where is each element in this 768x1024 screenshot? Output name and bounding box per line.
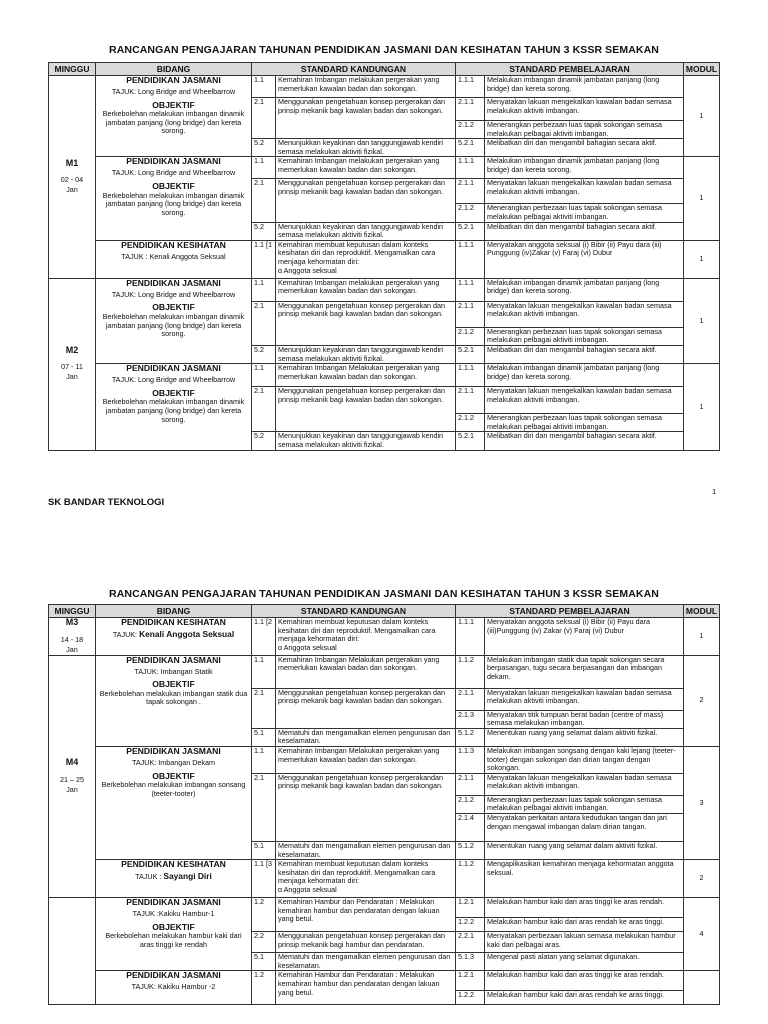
table-row	[49, 240, 720, 278]
sp-number: 1.2.2	[456, 991, 485, 1005]
sp-text: Melakukan hambur kaki dari aras tinggi ke aras rendah.	[485, 898, 684, 918]
sk-text	[276, 139, 456, 157]
sp-number: 1.1.1	[456, 364, 485, 387]
sk-text	[276, 432, 456, 450]
table-row	[49, 971, 720, 991]
tajuk-label: TAJUK: Imbangan Dekam	[132, 757, 215, 767]
week-month: Jan	[66, 185, 78, 195]
sk-description: Kemahiran Imbangan melakukan pergerakan yang memerlukan kawalan badan dan sokongan.	[278, 75, 440, 93]
sk-text	[276, 773, 456, 841]
sp-number: 1.2.1	[456, 971, 485, 991]
sk-description: Menggunakan pengetahuan konsep pergerakandan prinsip mekanik bagi kawalan badan dan sokongan.	[278, 773, 444, 791]
table-row	[49, 364, 720, 387]
week-cell	[49, 898, 96, 1005]
sk-number: 5.1	[252, 841, 276, 859]
bidang-heading: PENDIDIKAN JASMANI	[126, 278, 221, 288]
sk-description: Mematuhi dan mengamalkan elemen pengurusan dan keselamatan.	[278, 952, 451, 970]
sp-text: Menyatakan perbezaan lakuan semasa melakukan hambur kaki dari pelbagai aras.	[485, 932, 684, 953]
header-bidang: BIDANG	[96, 605, 252, 618]
sp-text: Melibatkan diri dan mengambil bahagian secara aktif.	[485, 345, 684, 363]
sp-text: Melakukan imbangan dinamik jambatan panjang (long bridge) dan kereta sorong.	[485, 76, 684, 98]
sk-description: Kemahiran membuat keputusan dalam konteks kesihatan diri dan reproduktif. Mengamalkan cara menjaga kehormatan diri:	[278, 240, 436, 266]
sp-text: Menerangkan perbezaan luas tapak sokongan semasa melakukan pelbagai aktiviti imbangan.	[485, 327, 684, 345]
sk-bullet-item: ɑ Anggota seksual	[278, 642, 337, 652]
sk-text	[276, 364, 456, 387]
sk-number: 5.2	[252, 432, 276, 450]
week-cell	[49, 655, 96, 898]
sk-number: 1.2	[252, 971, 276, 1005]
sp-text: Menyatakan lakuan mengekalkan kawalan badan semasa melakukan aktiviti imbangan.	[485, 773, 684, 795]
modul-cell: 3	[684, 746, 720, 859]
sp-number: 2.1.3	[456, 710, 485, 728]
sk-text	[276, 618, 456, 656]
bidang-heading: PENDIDIKAN KESIHATAN	[121, 617, 226, 627]
modul-cell: 1	[684, 240, 720, 278]
sp-text: Menerangkan perbezaan luas tapak sokongan semasa melakukan pelbagai aktiviti imbangan.	[485, 795, 684, 813]
sk-number: 1.1 [1	[252, 240, 276, 278]
table-row	[49, 157, 720, 179]
sk-description: Kemahiran membuat keputusan dalam konteks kesihatan diri dan reproduktif. Mengamalkan cara menjaga kehormatan diri:	[278, 859, 436, 886]
sp-number: 1.1.1	[456, 618, 485, 656]
tajuk-label	[98, 630, 249, 640]
sk-text	[276, 98, 456, 139]
sk-text	[276, 898, 456, 932]
sk-description: Menunjukkan keyakinan dan tanggungjawab kendiri semasa melakukan aktiviti fizikal.	[278, 222, 444, 240]
modul-cell: 1	[684, 278, 720, 363]
bidang-heading: PENDIDIKAN JASMANI	[126, 156, 221, 167]
sp-text: Menentukan ruang yang selamat dalam aktiviti fizikal.	[485, 728, 684, 746]
tajuk-label: TAJUK: Kakiku Hambur -2	[131, 982, 216, 992]
sp-text: Menyatakan anggota seksual (i) Bibir (ii) Payu dara (iii)Punggung (iv) Zakar (v) Faraj (vi) Dubur	[485, 618, 684, 656]
sp-text: Menyatakan lakuan mengekalkan kawalan badan semasa melakukan aktiviti imbangan.	[485, 179, 684, 204]
modul-cell: 1	[684, 76, 720, 157]
week-dates	[51, 635, 93, 655]
modul-cell: 1	[684, 364, 720, 450]
sk-number: 2.1	[252, 98, 276, 139]
page-title: RANCANGAN PENGAJARAN TAHUNAN PENDIDIKAN JASMANI DAN KESIHATAN TAHUN 3 KSSR SEMAKAN	[109, 44, 659, 56]
footer-page-number: 1	[712, 487, 717, 496]
objektif-text: Berkebolehan melakukan imbangan dinamik jambatan panjang (long bridge) dan kereta sorong.	[102, 311, 245, 339]
week-month: Jan	[66, 372, 78, 382]
sp-number: 5.1.2	[456, 728, 485, 746]
tajuk-label: TAJUK: Long Bridge and Wheelbarrow	[111, 289, 236, 299]
sp-text: Melibatkan diri dan mengambil bahagian secara aktif.	[485, 139, 684, 157]
table-row	[49, 898, 720, 918]
objektif-text: Berkebolehan melakukan hambur kaki dari aras tinggi ke rendah	[105, 931, 242, 949]
bidang-heading: PENDIDIKAN JASMANI	[126, 655, 221, 665]
modul-cell: 4	[684, 898, 720, 971]
sp-text: Melakukan imbangan statik dua tapak sokongan secara berpasangan, tugu secara berpasangan dan imbangan dekam.	[485, 655, 684, 688]
page-title: RANCANGAN PENGAJARAN TAHUNAN PENDIDIKAN JASMANI DAN KESIHATAN TAHUN 3 KSSR SEMAKAN	[109, 588, 659, 600]
sk-description: Menggunakan pengetahuan konsep pergerakan dan prinsip mekanik bagi kawalan badan dan sokongan.	[278, 97, 446, 115]
bidang-cell	[96, 240, 252, 278]
bidang-cell	[96, 898, 252, 971]
bidang-cell	[96, 746, 252, 859]
table-row	[49, 618, 720, 656]
sp-text: Menerangkan perbezaan luas tapak sokongan semasa melakukan pelbagai aktiviti imbangan.	[485, 121, 684, 139]
modul-cell: 1	[684, 618, 720, 656]
week-month: Jan	[66, 644, 78, 654]
tajuk-name: Sayangi Diri	[163, 871, 212, 882]
sk-text	[276, 301, 456, 345]
bidang-heading: PENDIDIKAN JASMANI	[126, 970, 221, 981]
week-cell	[49, 76, 96, 279]
header-modul: MODUL	[684, 605, 720, 618]
tajuk-label	[98, 872, 249, 882]
sk-description: Menggunakan pengetahuan konsep pergerakan dan prinsip mekanik bagi hambur dan pendaratan.	[278, 931, 446, 949]
objektif-heading: OBJEKTIF	[152, 679, 195, 690]
sk-description: Kemahiran Imbangan melakukan pergerakan yang memerlukan kawalan badan dan sokongan.	[278, 278, 440, 296]
bidang-heading: PENDIDIKAN KESIHATAN	[121, 859, 226, 870]
sk-text	[276, 278, 456, 301]
sp-text: Melibatkan diri dan mengambil bahagian secara aktif.	[485, 222, 684, 240]
sk-number: 5.1	[252, 728, 276, 746]
sp-text: Melakukan hambur kaki dari aras rendah ke aras tinggi.	[485, 991, 684, 1005]
sk-number: 5.2	[252, 139, 276, 157]
header-bidang: BIDANG	[96, 63, 252, 76]
sk-description: Mematuhi dan mengamalkan elemen pengurusan dan keselamatan.	[278, 841, 451, 859]
sp-number: 2.1.1	[456, 301, 485, 327]
table-row	[49, 655, 720, 688]
sk-description: Menunjukkan keyakinan dan tanggungjawab kendiri semasa melakukan aktiviti fizikal.	[278, 138, 444, 156]
sp-number: 2.1.2	[456, 795, 485, 813]
bidang-heading: PENDIDIKAN JASMANI	[126, 746, 221, 756]
week-code: M1	[65, 157, 79, 168]
week-day-range: 14 - 18	[60, 634, 84, 644]
sp-number: 1.1.3	[456, 746, 485, 773]
sk-number: 1.1 [3	[252, 860, 276, 898]
sp-number: 5.2.1	[456, 139, 485, 157]
week-month: Jan	[66, 784, 78, 794]
week-cell	[49, 278, 96, 450]
sk-text	[276, 157, 456, 179]
modul-cell	[684, 971, 720, 1005]
sp-number: 2.1.1	[456, 773, 485, 795]
sk-number: 2.1	[252, 387, 276, 432]
header-standard-pembelajaran: STANDARD PEMBELAJARAN	[456, 63, 684, 76]
bidang-heading: PENDIDIKAN JASMANI	[126, 363, 221, 374]
bidang-cell	[96, 76, 252, 157]
bidang-cell	[96, 364, 252, 450]
sk-description: Kemahiran Hambur dan Pendaratan : Melakukan kemahiran hambur dan pendaratan dengan lakuan yang betul.	[278, 897, 440, 924]
objektif-text: Berkebolehan melakukan imbangan dinamik jambatan panjang (long bridge) dan kereta sorong.	[102, 190, 245, 217]
tajuk-label: TAJUK: Imbangan Statik	[134, 666, 213, 676]
sp-text: Menerangkan perbezaan luas tapak sokongan semasa melakukan pelbagai aktiviti imbangan.	[485, 204, 684, 222]
sp-text: Mengaplikasikan kemahiran menjaga kehormatan anggota seksual.	[485, 860, 684, 898]
sk-number: 5.1	[252, 953, 276, 971]
sk-description: Kemahiran membuat keputusan dalam konteks kesihatan diri dan reproduktif. Mengamalkan cara menjaga kehormatan diri:	[278, 617, 436, 644]
bidang-cell	[96, 860, 252, 898]
sk-number: 2.1	[252, 688, 276, 728]
sk-number: 2.1	[252, 179, 276, 222]
objektif-heading: OBJEKTIF	[152, 921, 195, 932]
sk-description: Kemahiran Imbangan Melakukan pergerakan yang memerlukan kawalan badan dan sokongan.	[278, 655, 440, 673]
objektif-heading: OBJEKTIF	[152, 180, 195, 191]
tajuk-prefix: TAJUK :	[135, 872, 164, 882]
sp-text: Menyatakan perkaitan antara kedudukan tangan dan jari dengan mengawal imbangan dalam dirian tangan.	[485, 813, 684, 841]
week-dates	[51, 950, 93, 960]
tajuk-name: Kenali Anggota Seksual	[139, 629, 235, 639]
sp-number: 2.1.1	[456, 688, 485, 710]
sp-text: Melakukan imbangan dinamik jambatan panjang (long bridge) dan kereta sorong.	[485, 364, 684, 387]
sp-text: Menyatakan anggota seksual (i) Bibir (ii) Payu dara (iii) Punggung (iv)Zakar (v) Faraj (vi) Dubur	[485, 240, 684, 278]
sk-description: Mematuhi dan mengamalkan elemen pengurusan dan keselamatan.	[278, 728, 451, 746]
tajuk-label: TAJUK: Long Bridge and Wheelbarrow	[111, 87, 236, 96]
sp-number: 2.1.2	[456, 414, 485, 432]
sk-bullet-item: ɑ Anggota seksual	[278, 884, 337, 894]
sp-text: Menyatakan titik tumpuan berat badan (centre of mass) semasa melakukan imbangan.	[485, 710, 684, 728]
week-code: M2	[65, 344, 79, 355]
bidang-cell	[96, 157, 252, 240]
sp-number: 2.1.1	[456, 387, 485, 414]
sp-number: 2.1.1	[456, 179, 485, 204]
week-day-range: 02 - 04	[60, 175, 84, 185]
sp-number: 1.1.1	[456, 157, 485, 179]
sk-text	[276, 345, 456, 363]
table-header-row	[49, 63, 720, 76]
tajuk-label: TAJUK: Long Bridge and Wheelbarrow	[111, 375, 236, 385]
sp-text: Menyatakan lakuan mengekalkan kawalan badan semasa melakukan aktiviti imbangan.	[485, 688, 684, 710]
sk-text	[276, 953, 456, 971]
sk-description: Menunjukkan keyakinan dan tanggungjawab kendiri semasa melakukan aktiviti fizikal.	[278, 431, 444, 449]
header-minggu: MINGGU	[49, 605, 96, 618]
sp-text: Melakukan imbangan songsang dengan kaki lejang (teeter-tooter) dengan sokongan dan dirian tangan dengan sokongan.	[485, 746, 684, 773]
objektif-text: Berkebolehan melakukan imbangan dinamik jambatan panjang (long bridge) dan kereta sorong.	[102, 109, 245, 136]
modul-cell: 1	[684, 157, 720, 240]
sk-description: Menggunakan pengetahuan konsep pergerakan dan prinsip mekanik bagi kawalan badan dan sokongan.	[278, 386, 446, 404]
sk-text	[276, 728, 456, 746]
objektif-text: Berkebolehan melakukan imbangan statik dua tapak sokongan .	[99, 688, 248, 707]
sk-description: Menggunakan pengetahuan konsep pergerakan dan prinsip mekanik bagi kawalan badan dan sokongan.	[278, 178, 446, 196]
week-dates	[51, 775, 93, 795]
sk-text	[276, 746, 456, 773]
sk-text	[276, 179, 456, 222]
sk-description: Menggunakan pengetahuan konsep pergerakan dan prinsip mekanik bagi kawalan badan dan sokongan.	[278, 301, 446, 319]
sk-number: 5.2	[252, 222, 276, 240]
sp-number: 2.1.2	[456, 204, 485, 222]
sk-number: 1.1	[252, 364, 276, 387]
week-day-range: 07 - 11	[61, 362, 83, 372]
plan-table	[48, 62, 720, 451]
sp-number: 2.1.2	[456, 327, 485, 345]
sp-number: 1.2.2	[456, 918, 485, 932]
objektif-text: Berkebolehan melakukan imbangan sonsang (teeter-tooter)	[101, 780, 246, 798]
sp-number: 2.1.2	[456, 121, 485, 139]
sp-number: 1.2.1	[456, 898, 485, 918]
sk-description: Menunjukkan keyakinan dan tanggungjawab kendiri semasa melakukan aktiviti fizikal.	[278, 345, 444, 363]
week-code: M3	[65, 617, 79, 627]
sp-text: Melibatkan diri dan mengambil bahagian secara aktif.	[485, 432, 684, 450]
sp-number: 5.2.1	[456, 222, 485, 240]
bidang-cell	[96, 971, 252, 1005]
sk-description: Kemahiran Imbangan melakukan pergerakan yang memerlukan kawalan badan dan sokongan.	[278, 156, 440, 174]
sp-number: 1.1.1	[456, 278, 485, 301]
sk-number: 1.1 [2	[252, 618, 276, 656]
sp-number: 1.1.2	[456, 655, 485, 688]
week-dates	[51, 362, 93, 382]
sk-bullet-item: ɑ Anggota seksual	[278, 265, 337, 275]
sp-text: Melakukan hambur kaki dari aras rendah ke aras tinggi.	[485, 918, 684, 932]
table-header-row	[49, 605, 720, 618]
sk-text	[276, 841, 456, 859]
sk-text	[276, 387, 456, 432]
sk-text	[276, 688, 456, 728]
sk-text	[276, 240, 456, 278]
sp-number: 1.1.2	[456, 860, 485, 898]
sk-description: Kemahiran Hambur dan Pendaratan : Melakukan kemahiran hambur dan pendaratan dengan lakuan yang betul.	[278, 970, 440, 997]
bidang-cell	[96, 655, 252, 746]
sp-text: Menyatakan lakuan mengekalkan kawalan badan semasa melakukan aktiviti imbangan.	[485, 301, 684, 327]
sk-description: Kemahiran Imbangan Melakukan pergerakan yang memerlukan kawalan badan dan sokongan.	[278, 746, 440, 764]
sp-number: 2.1.4	[456, 813, 485, 841]
sk-number: 5.2	[252, 345, 276, 363]
sk-number: 2.1	[252, 773, 276, 841]
table-row	[49, 76, 720, 98]
table-row	[49, 860, 720, 898]
tajuk-label: TAJUK :Kakiku Hambur-1	[132, 909, 215, 919]
sk-text	[276, 971, 456, 1005]
sk-text	[276, 222, 456, 240]
table-row	[49, 278, 720, 301]
sk-number: 1.1	[252, 76, 276, 98]
sk-description: Kemahiran Imbangan Melakukan pergerakan yang memerlukan kawalan badan dan sokongan.	[278, 363, 440, 381]
sp-number: 5.2.1	[456, 432, 485, 450]
page-2	[0, 580, 768, 1024]
sk-text	[276, 860, 456, 898]
plan-table	[48, 604, 720, 1005]
sp-text: Menyatakan lakuan mengekalkan kawalan badan semasa melakukan aktiviti imbangan.	[485, 98, 684, 121]
modul-cell: 2	[684, 655, 720, 746]
header-standard-kandungan: STANDARD KANDUNGAN	[252, 63, 456, 76]
sk-number: 1.1	[252, 278, 276, 301]
sp-number: 2.2.1	[456, 932, 485, 953]
tajuk-label: TAJUK : Kenali Anggota Seksual	[121, 251, 226, 261]
sk-text	[276, 655, 456, 688]
sk-number: 1.1	[252, 157, 276, 179]
bidang-heading: PENDIDIKAN JASMANI	[126, 897, 221, 908]
sp-text: Melakukan imbangan dinamik jambatan panjang (long bridge) dan kereta sorong.	[485, 157, 684, 179]
sp-number: 1.1.1	[456, 240, 485, 278]
week-day-range: 21 – 25	[60, 774, 84, 784]
sk-number: 2.1	[252, 301, 276, 345]
sp-number: 1.1.1	[456, 76, 485, 98]
bidang-heading: PENDIDIKAN KESIHATAN	[121, 240, 226, 250]
sp-text: Menyatakan lakuan mengekalkan kawalan badan semasa melakukan aktiviti imbangan.	[485, 387, 684, 414]
footer-school-name: SK BANDAR TEKNOLOGI	[48, 497, 165, 508]
header-standard-pembelajaran: STANDARD PEMBELAJARAN	[456, 605, 684, 618]
modul-cell: 2	[684, 860, 720, 898]
sk-number: 1.1	[252, 655, 276, 688]
sk-number: 1.1	[252, 746, 276, 773]
sp-text: Mengenal pasti alatan yang selamat digunakan.	[485, 953, 684, 971]
objektif-heading: OBJEKTIF	[152, 387, 195, 398]
header-standard-kandungan: STANDARD KANDUNGAN	[252, 605, 456, 618]
sp-number: 2.1.1	[456, 98, 485, 121]
objektif-heading: OBJEKTIF	[152, 99, 195, 110]
tajuk-prefix: TAJUK:	[112, 630, 140, 639]
sk-number: 2.2	[252, 932, 276, 953]
sk-text	[276, 76, 456, 98]
objektif-text: Berkebolehan melakukan imbangan dinamik jambatan panjang (long bridge) dan kereta sorong.	[102, 397, 245, 424]
week-cell	[49, 618, 96, 656]
week-dates	[51, 175, 93, 195]
bidang-heading: PENDIDIKAN JASMANI	[126, 75, 221, 85]
bidang-cell	[96, 278, 252, 363]
header-modul: MODUL	[684, 63, 720, 76]
header-minggu: MINGGU	[49, 63, 96, 76]
sk-text	[276, 932, 456, 953]
sp-number: 5.1.2	[456, 841, 485, 859]
bidang-cell	[96, 618, 252, 656]
sk-description: Menggunakan pengetahuan konsep pergerakan dan prinsip mekanik bagi kawalan badan dan sokongan.	[278, 688, 446, 706]
sp-text: Melakukan hambur kaki dari aras tinggi ke aras rendah.	[485, 971, 684, 991]
tajuk-label: TAJUK: Long Bridge and Wheelbarrow	[111, 168, 236, 178]
sp-text: Menerangkan perbezaan luas tapak sokongan semasa melakukan pelbagai aktiviti imbangan.	[485, 414, 684, 432]
sp-text: Melakukan imbangan dinamik jambatan panjang (long bridge) dan kereta sorong.	[485, 278, 684, 301]
week-code: M4	[65, 757, 79, 768]
sp-text: Menentukan ruang yang selamat dalam aktiviti fizikal.	[485, 841, 684, 859]
objektif-heading: OBJEKTIF	[152, 770, 195, 781]
sp-number: 5.2.1	[456, 345, 485, 363]
objektif-heading: OBJEKTIF	[152, 302, 195, 313]
table-row	[49, 746, 720, 773]
sp-number: 5.1.3	[456, 953, 485, 971]
sk-number: 1.2	[252, 898, 276, 932]
